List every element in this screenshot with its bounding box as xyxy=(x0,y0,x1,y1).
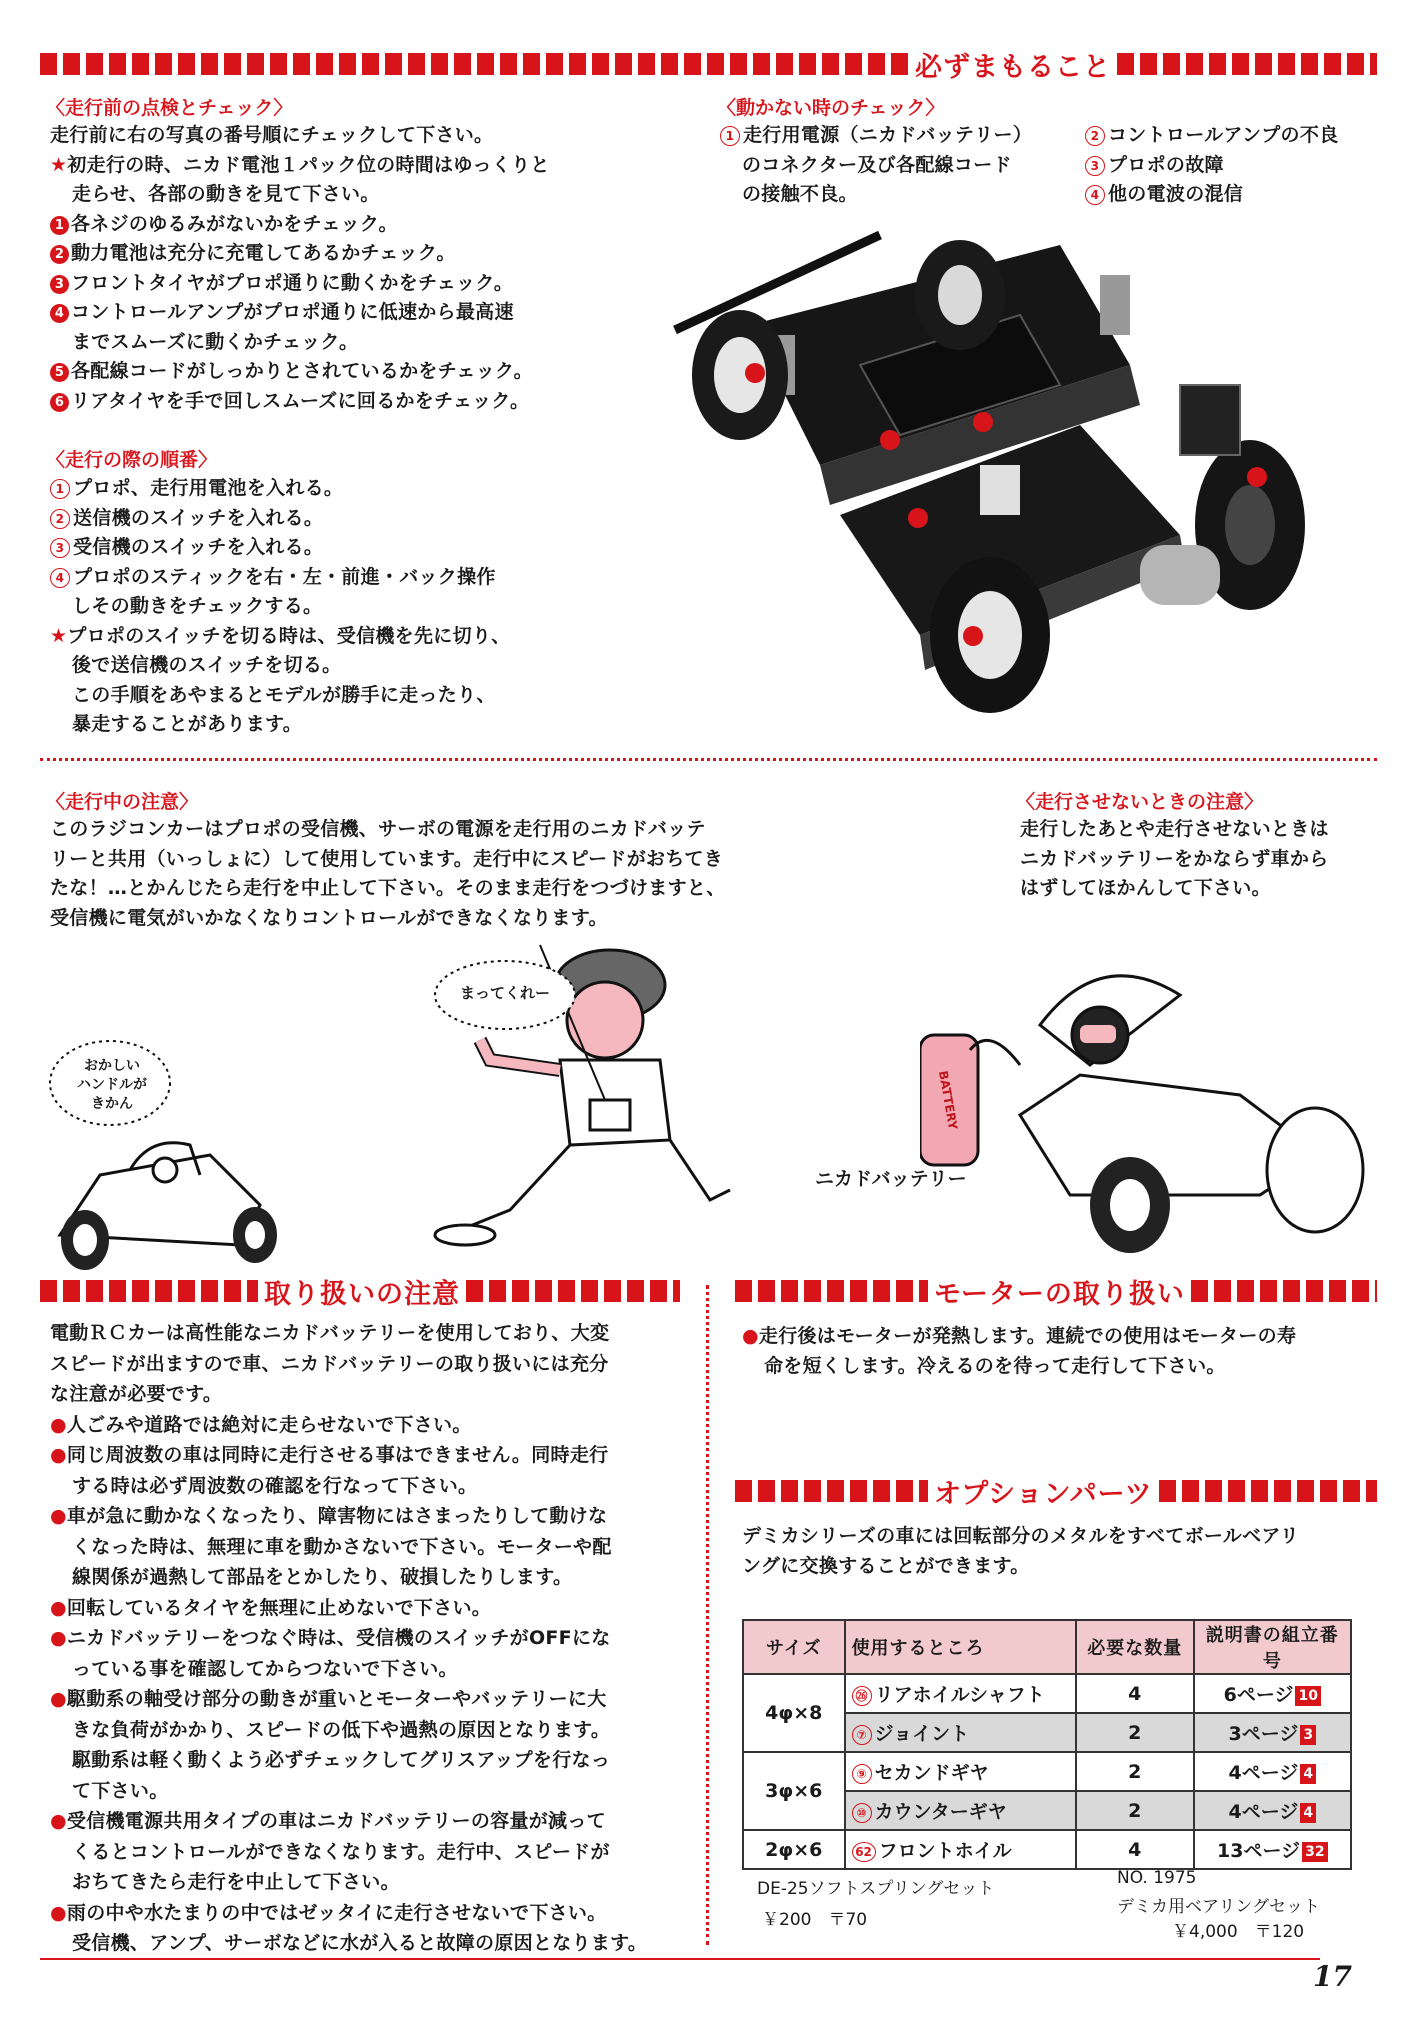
footer-rule xyxy=(40,1958,1320,1960)
order-item: 2 送信機のスイッチを入れる。 xyxy=(50,504,511,534)
check-item: 2 コントロールアンプの不良 xyxy=(1085,121,1338,151)
text-line: っている事を確認してからつないで下さい。 xyxy=(72,1657,458,1680)
text-line: この手順をあやまるとモデルが勝手に走ったり、 xyxy=(72,683,496,706)
not-moving-text-right xyxy=(1085,121,1338,210)
photo-marker-6 xyxy=(1247,467,1267,487)
dotted-divider xyxy=(40,758,1377,761)
text-line: たな！…とかんじたら走行を中止して下さい。そのまま走行をつづけますと、 xyxy=(50,877,726,899)
size-cell: 3φ×6 xyxy=(743,1752,845,1830)
spring-set-name: DE-25ソフトスプリングセット xyxy=(757,1879,995,1899)
column-divider xyxy=(706,1285,709,1945)
check-item: 1 各ネジのゆるみがないかをチェック。 xyxy=(50,210,550,240)
run-order-heading: 〈走行の際の順番〉 xyxy=(46,449,218,471)
star-icon: ★ xyxy=(50,624,68,647)
text-line: くなった時は、無理に車を動かさないで下さい。モーターや配 xyxy=(72,1535,612,1558)
title-bar-must xyxy=(40,47,1377,81)
page-cell: 13ページ 32 xyxy=(1194,1830,1351,1869)
pre-check-text xyxy=(50,121,550,416)
part-cell: ⑨ セカンドギヤ xyxy=(845,1752,1076,1791)
check-item: 6 リアタイヤを手で回しスムーズに回るかをチェック。 xyxy=(50,387,550,417)
count-cell: 4 xyxy=(1076,1674,1194,1713)
section-title-must: 必ずまもること xyxy=(915,51,1111,83)
table-row xyxy=(743,1674,1351,1713)
bearing-set-name: デミカ用ベアリングセット xyxy=(1117,1897,1320,1917)
title-bar-handling xyxy=(40,1274,680,1308)
bullet-item: ●車が急に動かなくなったり、障害物にはさまったりして動けな xyxy=(50,1505,608,1527)
bullet-item: ●ニカドバッテリーをつなぐ時は、受信機のスイッチがOFFにな xyxy=(50,1627,611,1649)
section-title-handling: 取り扱いの注意 xyxy=(264,1278,460,1310)
text-line: しその動きをチェックする。 xyxy=(72,595,323,617)
part-number: 62 xyxy=(852,1842,876,1862)
number-1-icon: 1 xyxy=(50,216,69,235)
photo-marker-4 xyxy=(880,430,900,450)
photo-marker-2 xyxy=(908,508,928,528)
options-intro xyxy=(742,1522,1299,1581)
text-line: までスムーズに動くかチェック。 xyxy=(72,330,359,353)
circled-1-icon: 1 xyxy=(720,126,740,146)
text-line: くるとコントロールができなくなります。走行中、スピードが xyxy=(72,1840,610,1863)
part-number: ⑨ xyxy=(852,1764,872,1784)
options-table xyxy=(742,1619,1352,1870)
title-blocks xyxy=(1117,53,1377,75)
section-title-motor: モーターの取り扱い xyxy=(934,1278,1185,1310)
table-header-row xyxy=(743,1620,1351,1674)
check-item: 3 プロポの故障 xyxy=(1085,151,1338,181)
text-line: はずしてほかんして下さい。 xyxy=(1020,877,1271,899)
header-use: 使用するところ xyxy=(845,1620,1076,1674)
text-line: このラジコンカーはプロポの受信機、サーボの電源を走行用のニカドバッテ xyxy=(50,818,706,840)
title-blocks xyxy=(40,1280,258,1302)
check-item: 5 各配線コードがしっかりとされているかをチェック。 xyxy=(50,357,550,387)
price: ￥200 xyxy=(762,1910,812,1930)
bullet-icon: ● xyxy=(50,1627,67,1649)
step-badge: 10 xyxy=(1295,1686,1320,1706)
table-row xyxy=(743,1830,1351,1869)
bullet-item: ●受信機電源共用タイプの車はニカドバッテリーの容量が減って xyxy=(50,1810,606,1832)
step-badge: 32 xyxy=(1302,1842,1327,1862)
chassis-photo xyxy=(660,215,1310,715)
bullet-item: ●走行後はモーターが発熱します。連続での使用はモーターの寿 xyxy=(742,1325,1297,1347)
text-line: リーと共用（いっしょに）して使用しています。走行中にスピードがおちてき xyxy=(50,847,724,870)
not-moving-text-left xyxy=(720,121,1032,210)
check-item: 4 他の電波の混信 xyxy=(1085,180,1338,210)
not-moving-heading: 〈動かない時のチェック〉 xyxy=(717,97,945,119)
header-size: サイズ xyxy=(743,1620,845,1674)
check-item: 3 フロントタイヤがプロポ通りに動くかをチェック。 xyxy=(50,269,550,299)
part-cell: 62 フロントホイル xyxy=(845,1830,1076,1869)
text-line: のコネクター及び各配線コード xyxy=(742,153,1012,176)
size-cell: 4φ×8 xyxy=(743,1674,845,1752)
pre-check-heading: 〈走行前の点検とチェック〉 xyxy=(46,97,293,119)
text-line: 受信機、アンプ、サーボなどに水が入ると故障の原因となります。 xyxy=(72,1932,648,1954)
title-blocks xyxy=(40,53,909,75)
header-page: 説明書の組立番号 xyxy=(1194,1620,1351,1674)
not-running-text xyxy=(1020,815,1329,904)
check-item: 4 コントロールアンプがプロポ通りに低速から最高速 xyxy=(50,298,550,328)
step-badge: 3 xyxy=(1300,1725,1316,1745)
text-line: 駆動系は軽く動くよう必ずチェックしてグリスアップを行なっ xyxy=(72,1749,611,1771)
part-cell: ⑦ ジョイント xyxy=(845,1713,1076,1752)
running-caution-heading: 〈走行中の注意〉 xyxy=(46,791,199,813)
part-number: ⑩ xyxy=(852,1803,872,1823)
bullet-icon: ● xyxy=(50,1688,67,1710)
title-blocks xyxy=(735,1280,928,1302)
order-item: 1 プロポ、走行用電池を入れる。 xyxy=(50,474,511,504)
title-blocks xyxy=(1191,1280,1377,1302)
bullet-icon: ● xyxy=(50,1413,67,1436)
bubble-line: おかしい xyxy=(84,1058,140,1074)
bullet-icon: ● xyxy=(50,1444,67,1466)
text-line: スピードが出ますので車、ニカドバッテリーの取り扱いには充分 xyxy=(50,1352,609,1375)
page-cell: 4ページ 4 xyxy=(1194,1752,1351,1791)
text-line: 走行前に右の写真の番号順にチェックして下さい。 xyxy=(50,124,494,146)
bullet-item: ●人ごみや道路では絶対に走らせないで下さい。 xyxy=(50,1413,472,1436)
header-count: 必要な数量 xyxy=(1076,1620,1194,1674)
text-line: 命を短くします。冷えるのを待って走行して下さい。 xyxy=(764,1354,1226,1377)
bullet-item: ●同じ周波数の車は同時に走行させる事はできません。同時走行 xyxy=(50,1444,609,1466)
battery-label: ニカドバッテリー xyxy=(815,1168,967,1190)
page-cell: 3ページ 3 xyxy=(1194,1713,1351,1752)
text-line: 走らせ、各部の動きを見て下さい。 xyxy=(72,183,380,205)
circled-3-icon: 3 xyxy=(50,538,70,558)
text-line: ングに交換することができます。 xyxy=(742,1554,1030,1577)
bullet-icon: ● xyxy=(742,1325,759,1347)
page-number: 17 xyxy=(1313,1960,1352,1993)
star-icon: ★ xyxy=(50,153,68,176)
check-item: 1 走行用電源（ニカドバッテリー） xyxy=(720,121,1032,151)
title-bar-options xyxy=(735,1474,1377,1508)
count-cell: 2 xyxy=(1076,1752,1194,1791)
title-bar-motor xyxy=(735,1274,1377,1308)
bullet-icon: ● xyxy=(50,1810,67,1832)
count-cell: 4 xyxy=(1076,1830,1194,1869)
running-caution-text xyxy=(50,815,726,933)
part-number: ⑦ xyxy=(852,1725,872,1745)
battery-print-text: BATTERY xyxy=(935,1069,961,1131)
bullet-icon: ● xyxy=(50,1901,67,1924)
text-line: ニカドバッテリーをかならず車から xyxy=(1020,847,1329,870)
bearing-set-price xyxy=(1172,1917,1304,1942)
wait-bubble-text: まってくれー xyxy=(459,984,550,1002)
number-5-icon: 5 xyxy=(50,363,69,382)
title-blocks xyxy=(735,1480,928,1502)
section-title-options: オプションパーツ xyxy=(934,1478,1153,1510)
size-cell: 2φ×6 xyxy=(743,1830,845,1869)
step-badge: 4 xyxy=(1300,1764,1316,1784)
text-line: 走行したあとや走行させないときは xyxy=(1020,818,1329,840)
handling-text xyxy=(50,1318,647,1959)
photo-marker-1 xyxy=(963,626,983,646)
bullet-icon: ● xyxy=(50,1505,67,1527)
postage: 〒120 xyxy=(1254,1922,1305,1942)
postage: 〒70 xyxy=(828,1910,868,1930)
circled-1-icon: 1 xyxy=(50,479,70,499)
bullet-item: ●雨の中や水たまりの中ではゼッタイに走行させないで下さい。 xyxy=(50,1901,607,1924)
circled-2-icon: 2 xyxy=(1085,126,1105,146)
bearing-set-number: NO. 1975 xyxy=(1117,1868,1197,1888)
text-line: ★初走行の時、ニカド電池１パック位の時間はゆっくりと xyxy=(50,153,550,176)
text-line: 暴走することがあります。 xyxy=(72,713,303,735)
strange-bubble-text xyxy=(72,1057,152,1114)
text-line: おちてきたら走行を中止して下さい。 xyxy=(72,1871,400,1893)
circled-4-icon: 4 xyxy=(50,568,70,588)
battery-buggy-cartoon xyxy=(920,955,1370,1265)
number-6-icon: 6 xyxy=(50,393,69,412)
run-order-text xyxy=(50,474,511,740)
text-line: 受信機に電気がいかなくなりコントロールができなくなります。 xyxy=(50,906,608,929)
text-line: 線関係が過熱して部品をとかしたり、破損したりします。 xyxy=(72,1566,573,1588)
part-cell: ㉖ リアホイルシャフト xyxy=(845,1674,1076,1713)
title-blocks xyxy=(1159,1480,1377,1502)
count-cell: 2 xyxy=(1076,1791,1194,1830)
part-number: ㉖ xyxy=(852,1686,872,1706)
page-cell: 6ページ 10 xyxy=(1194,1674,1351,1713)
title-blocks xyxy=(466,1280,680,1302)
text-line: て下さい。 xyxy=(72,1779,169,1802)
text-line: な注意が必要です。 xyxy=(50,1383,223,1405)
order-item: 4 プロポのスティックを右・左・前進・バック操作 xyxy=(50,563,511,593)
number-3-icon: 3 xyxy=(50,275,69,294)
photo-marker-3 xyxy=(745,363,765,383)
number-4-icon: 4 xyxy=(50,304,69,323)
text-line: ★プロポのスイッチを切る時は、受信機を先に切り、 xyxy=(50,624,511,647)
bullet-item: ●駆動系の軸受け部分の動きが重いとモーターやバッテリーに大 xyxy=(50,1688,607,1710)
price: ￥4,000 xyxy=(1172,1922,1238,1942)
bubble-line: ハンドルが xyxy=(77,1077,147,1093)
text-line: きな負荷がかかり、スピードの低下や過熱の原因となります。 xyxy=(72,1718,611,1741)
text-line: の接触不良。 xyxy=(742,183,858,205)
circled-2-icon: 2 xyxy=(50,509,70,529)
photo-marker-5 xyxy=(973,412,993,432)
circled-3-icon: 3 xyxy=(1085,156,1105,176)
text-line: 後で送信機のスイッチを切る。 xyxy=(72,654,342,676)
part-cell: ⑩ カウンターギヤ xyxy=(845,1791,1076,1830)
text-line: 電動ＲＣカーは高性能なニカドバッテリーを使用しており、大変 xyxy=(50,1322,610,1344)
page-cell: 4ページ 4 xyxy=(1194,1791,1351,1830)
step-badge: 4 xyxy=(1300,1803,1316,1823)
text-line: する時は必ず周波数の確認を行なって下さい。 xyxy=(72,1474,478,1497)
order-item: 3 受信機のスイッチを入れる。 xyxy=(50,533,511,563)
not-running-heading: 〈走行させないときの注意〉 xyxy=(1016,791,1264,813)
bubble-line: きかん xyxy=(91,1096,133,1112)
number-2-icon: 2 xyxy=(50,245,69,264)
motor-text xyxy=(742,1322,1296,1381)
spring-set-price xyxy=(762,1905,867,1930)
check-item: 2 動力電池は充分に充電してあるかチェック。 xyxy=(50,239,550,269)
count-cell: 2 xyxy=(1076,1713,1194,1752)
table-row xyxy=(743,1752,1351,1791)
text-line: デミカシリーズの車には回転部分のメタルをすべてボールベアリ xyxy=(742,1525,1300,1547)
bullet-icon: ● xyxy=(50,1596,67,1619)
circled-4-icon: 4 xyxy=(1085,185,1105,205)
bullet-item: ●回転しているタイヤを無理に止めないで下さい。 xyxy=(50,1596,492,1619)
